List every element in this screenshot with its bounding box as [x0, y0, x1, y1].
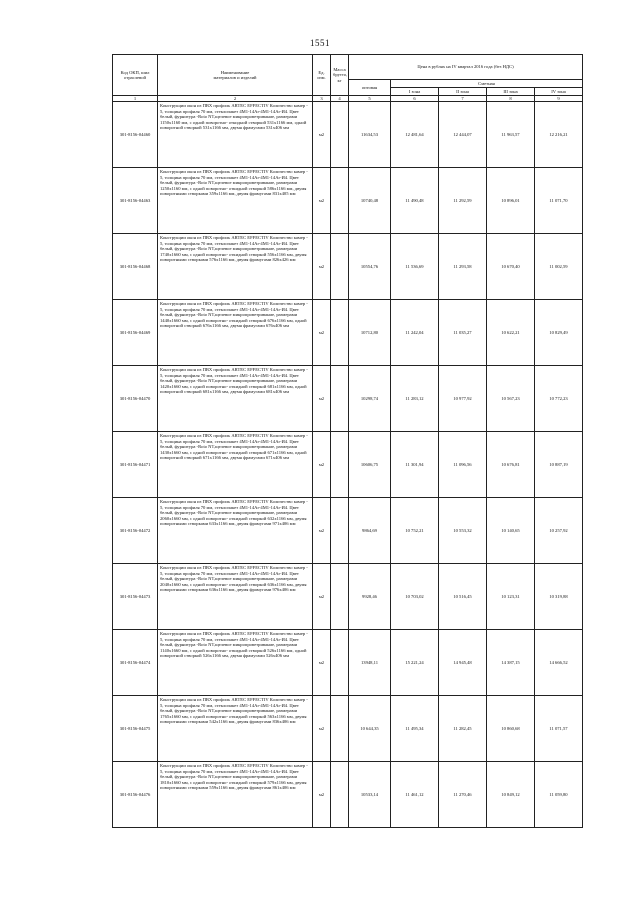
row-zone-4-price: 10 829,49 — [535, 300, 583, 366]
row-zone-4-price: 11 071,70 — [535, 168, 583, 234]
row-zone-3-price: 10 140,65 — [487, 498, 535, 564]
row-mass — [331, 432, 349, 498]
row-unit: м2 — [313, 102, 331, 168]
row-zone-1-price: 11 242,04 — [391, 300, 439, 366]
row-code: 301-8156-04472 — [113, 498, 158, 564]
row-mass — [331, 366, 349, 432]
row-zone-3-price: 10 567,23 — [487, 366, 535, 432]
header-name: Наименование материалов и изделий — [158, 55, 313, 96]
row-zone-4-price: 12 216,21 — [535, 102, 583, 168]
row-unit: м2 — [313, 696, 331, 762]
row-zone-3-price: 10 860,68 — [487, 696, 535, 762]
column-number: 1 — [113, 96, 158, 102]
row-mass — [331, 234, 349, 300]
row-description: Конструкции окон из ПВХ профиль ARTEC EFFECTIV Количество камер - 5, толщина профиля 70 мм, стеклопакет 4М1-14Ar-4М1-14Ar-И4. Цвет белый, фурнитура -Roto NT,щелевое микропроветривание, размерами 1150х1160 мм, с одной поворотно- откидной створкой 531х1166 мм, одной поворотной створкой 531х1166 мм, двумя фрамугами 531х406 мм — [158, 102, 313, 168]
row-wholesale-price: 10298,74 — [349, 366, 391, 432]
row-zone-4-price: 10 257,92 — [535, 498, 583, 564]
row-wholesale-price: 13948,11 — [349, 630, 391, 696]
column-number: 2 — [158, 96, 313, 102]
row-description: Конструкции окон из ПВХ профиль ARTEC EFFECTIV Количество камер - 5, толщина профиля 70 мм, стеклопакет 4М1-14Ar-4М1-14Ar-И4. Цвет белый, фурнитура -Roto NT,щелевое микропроветривание, размерами 1140х1660 мм, с одной поворотно- откидной створкой 526х1166 мм, одной поворотной створкой 526х1166 мм, двумя фрамугами 526х406 мм — [158, 630, 313, 696]
row-wholesale-price: 9864,69 — [349, 498, 391, 564]
column-number: 7 — [439, 96, 487, 102]
row-zone-2-price: 14 945,48 — [439, 630, 487, 696]
row-zone-1-price: 11 301,94 — [391, 432, 439, 498]
row-zone-2-price: 10 977,92 — [439, 366, 487, 432]
table-body — [113, 102, 583, 828]
row-wholesale-price: 10740,48 — [349, 168, 391, 234]
column-number: 8 — [487, 96, 535, 102]
row-wholesale-price: 10554,76 — [349, 234, 391, 300]
row-mass — [331, 498, 349, 564]
table-row — [113, 696, 583, 762]
row-zone-2-price: 11 035,27 — [439, 300, 487, 366]
column-number: 6 — [391, 96, 439, 102]
row-code: 301-8156-04463 — [113, 168, 158, 234]
row-unit: м2 — [313, 234, 331, 300]
row-zone-2-price: 11 292,59 — [439, 168, 487, 234]
row-zone-4-price: 14 666,52 — [535, 630, 583, 696]
row-mass — [331, 300, 349, 366]
row-description: Конструкции окон из ПВХ профиль ARTEC EFFECTIV Количество камер - 5, толщина профиля 70 мм, стеклопакет 4М1-14Ar-4М1-14Ar-И4. Цвет белый, фурнитура -Roto NT,щелевое микропроветривание, размерами 2040х1660 мм, с одной поворотно- откидной створкой 636х1166 мм, двумя поворотными створками 636х1166 мм, двумя фрамугами 976х406 мм — [158, 564, 313, 630]
row-zone-1-price: 12 481,64 — [391, 102, 439, 168]
row-code: 301-8156-04470 — [113, 366, 158, 432]
row-zone-2-price: 11 270,46 — [439, 762, 487, 828]
row-code: 301-8156-04468 — [113, 234, 158, 300]
row-description: Конструкции окон из ПВХ профиль ARTEC EFFECTIV Количество камер - 5, толщина профиля 70 мм, стеклопакет 4М1-14Ar-4М1-14Ar-И4. Цвет белый, фурнитура -Roto NT,щелевое микропроветривание, размерами 1765х1660 мм, с одной поворотно- откидной створкой 563х1166 мм, двумя поворотными створками 542х1166 мм, двумя фрамугами 836х406 мм — [158, 696, 313, 762]
table-row — [113, 234, 583, 300]
row-mass — [331, 762, 349, 828]
row-description: Конструкции окон из ПВХ профиль ARTEC EFFECTIV Количество камер - 5, толщина профиля 70 мм, стеклопакет 4М1-14Ar-4М1-14Ar-И4. Цвет белый, фурнитура -Roto NT,щелевое микропроветривание, размерами 1430х1660 мм, с одной поворотно- откидной створкой 671х1166 мм, одной поворотной створкой 671х1166 мм, двумя фрамугами 671х406 мм — [158, 432, 313, 498]
row-zone-4-price: 10 887,19 — [535, 432, 583, 498]
row-description: Конструкции окон из ПВХ профиль ARTEC EFFECTIV Количество камер - 5, толщина профиля 70 мм, стеклопакет 4М1-14Ar-4М1-14Ar-И4. Цвет белый, фурнитура -Roto NT,щелевое микропроветривание, размерами 1250х1160 мм, с одной поворотно- откидной створкой 586х1166 мм, двумя поворотными створками 359х1166 мм, двумя фрамугами 831х405 мм — [158, 168, 313, 234]
row-zone-1-price: 11 283,12 — [391, 366, 439, 432]
column-number: 5 — [349, 96, 391, 102]
row-unit: м2 — [313, 630, 331, 696]
row-zone-1-price: 11 490,48 — [391, 168, 439, 234]
row-zone-3-price: 10 670,40 — [487, 234, 535, 300]
row-code: 301-8156-04471 — [113, 432, 158, 498]
page-number: 1551 — [310, 38, 330, 48]
row-code: 301-8156-04476 — [113, 762, 158, 828]
row-zone-1-price: 11 495,34 — [391, 696, 439, 762]
row-code: 301-8156-04469 — [113, 300, 158, 366]
row-unit: м2 — [313, 564, 331, 630]
row-description: Конструкции окон из ПВХ профиль ARTEC EFFECTIV Количество камер - 5, толщина профиля 70 мм, стеклопакет 4М1-14Ar-4М1-14Ar-И4. Цвет белый, фурнитура -Roto NT,щелевое микропроветривание, размерами 1810х1660 мм, с одной поворотно- откидной створкой 579х1166 мм, двумя поворотными створками 559х1166 мм, двумя фрамугами 861х406 мм — [158, 762, 313, 828]
table-row — [113, 564, 583, 630]
row-zone-3-price: 10 123,31 — [487, 564, 535, 630]
row-zone-4-price: 11 002,59 — [535, 234, 583, 300]
row-unit: м2 — [313, 762, 331, 828]
row-zone-1-price: 10 752,21 — [391, 498, 439, 564]
row-zone-3-price: 10 849,12 — [487, 762, 535, 828]
row-mass — [331, 696, 349, 762]
table-row — [113, 432, 583, 498]
row-code: 301-8156-04473 — [113, 564, 158, 630]
row-zone-3-price: 11 963,57 — [487, 102, 535, 168]
row-zone-3-price: 10 622,21 — [487, 300, 535, 366]
row-wholesale-price: 9928,46 — [349, 564, 391, 630]
table-row — [113, 300, 583, 366]
column-number: 9 — [535, 96, 583, 102]
header-unit: Ед. изм. — [313, 55, 331, 96]
header-zone-3: III зона — [487, 88, 535, 96]
row-wholesale-price: 10533,14 — [349, 762, 391, 828]
row-zone-1-price: 10 703,02 — [391, 564, 439, 630]
row-zone-2-price: 12 444,07 — [439, 102, 487, 168]
header-zone-2: II зона — [439, 88, 487, 96]
header-wholesale: оптовая — [349, 80, 391, 96]
row-zone-1-price: 15 221,24 — [391, 630, 439, 696]
row-wholesale-price: 10712,80 — [349, 300, 391, 366]
row-mass — [331, 102, 349, 168]
row-code: 301-8156-04475 — [113, 696, 158, 762]
table-row — [113, 630, 583, 696]
header-code: Код ОКП, шил отраслевой — [113, 55, 158, 96]
row-zone-1-price: 11 461,12 — [391, 762, 439, 828]
row-description: Конструкции окон из ПВХ профиль ARTEC EFFECTIV Количество камер - 5, толщина профиля 70 мм, стеклопакет 4М1-14Ar-4М1-14Ar-И4. Цвет белый, фурнитура -Roto NT,щелевое микропроветривание, размерами 1740х1660 мм, с одной поворотно- откидной створкой 556х1166 мм, двумя поворотными створками 576х1166 мм, двумя фрамугами 826х426 мм — [158, 234, 313, 300]
column-number: 4 — [331, 96, 349, 102]
header-price-title: Цена в рублях на IV квартал 2016 года (без НДС) — [349, 55, 583, 80]
row-mass — [331, 168, 349, 234]
row-unit: м2 — [313, 432, 331, 498]
row-zone-4-price: 11 071,57 — [535, 696, 583, 762]
table-row — [113, 366, 583, 432]
row-zone-2-price: 11 282,45 — [439, 696, 487, 762]
row-description: Конструкции окон из ПВХ профиль ARTEC EFFECTIV Количество камер - 5, толщина профиля 70 мм, стеклопакет 4М1-14Ar-4М1-14Ar-И4. Цвет белый, фурнитура -Roto NT,щелевое микропроветривание, размерами 2060х1660 мм, с одной поворотно- откидной створкой 632х1166 мм, двумя поворотными створками 633х1166 мм, двумя фрамугами 971х406 мм — [158, 498, 313, 564]
header-mass: Масса брутто, кг — [331, 55, 349, 96]
row-unit: м2 — [313, 168, 331, 234]
row-zone-2-price: 11 096,56 — [439, 432, 487, 498]
row-zone-4-price: 10 772,23 — [535, 366, 583, 432]
price-table — [112, 54, 583, 828]
row-zone-1-price: 11 536,69 — [391, 234, 439, 300]
row-description: Конструкции окон из ПВХ профиль ARTEC EFFECTIV Количество камер - 5, толщина профиля 70 мм, стеклопакет 4М1-14Ar-4М1-14Ar-И4. Цвет белый, фурнитура -Roto NT,щелевое микропроветривание, размерами 1420х1660 мм, с одной поворотно- откидной створкой 681х1166 мм, одной поворотной створкой 681х1166 мм, двумя фрамугами 681х406 мм — [158, 366, 313, 432]
table-row — [113, 762, 583, 828]
row-wholesale-price: 10 644,35 — [349, 696, 391, 762]
row-zone-2-price: 10 516,45 — [439, 564, 487, 630]
row-zone-3-price: 10 896,01 — [487, 168, 535, 234]
row-wholesale-price: 10606,75 — [349, 432, 391, 498]
row-zone-4-price: 11 059,80 — [535, 762, 583, 828]
row-zone-2-price: 10 553,32 — [439, 498, 487, 564]
table-row — [113, 168, 583, 234]
row-code: 301-8156-04474 — [113, 630, 158, 696]
row-code: 301-8156-04460 — [113, 102, 158, 168]
table-row — [113, 102, 583, 168]
row-zone-3-price: 10 676,81 — [487, 432, 535, 498]
row-zone-2-price: 11 293,58 — [439, 234, 487, 300]
row-wholesale-price: 11634,53 — [349, 102, 391, 168]
row-unit: м2 — [313, 366, 331, 432]
row-zone-3-price: 14 387,15 — [487, 630, 535, 696]
row-unit: м2 — [313, 498, 331, 564]
row-unit: м2 — [313, 300, 331, 366]
header-zone-1: I зона — [391, 88, 439, 96]
header-estimated: Сметная — [391, 80, 583, 88]
header-zone-4: IV зона — [535, 88, 583, 96]
row-description: Конструкции окон из ПВХ профиль ARTEC EFFECTIV Количество камер - 5, толщина профиля 70 мм, стеклопакет 4М1-14Ar-4М1-14Ar-И4. Цвет белый, фурнитура -Roto NT,щелевое микропроветривание, размерами 1440х1660 мм, с одной поворотно- откидной створкой 676х1166 мм, одной поворотной створкой 676х1166 мм, двумя фрамугами 676х406 мм — [158, 300, 313, 366]
row-mass — [331, 630, 349, 696]
table-row — [113, 498, 583, 564]
column-number: 3 — [313, 96, 331, 102]
row-mass — [331, 564, 349, 630]
row-zone-4-price: 10 319,88 — [535, 564, 583, 630]
